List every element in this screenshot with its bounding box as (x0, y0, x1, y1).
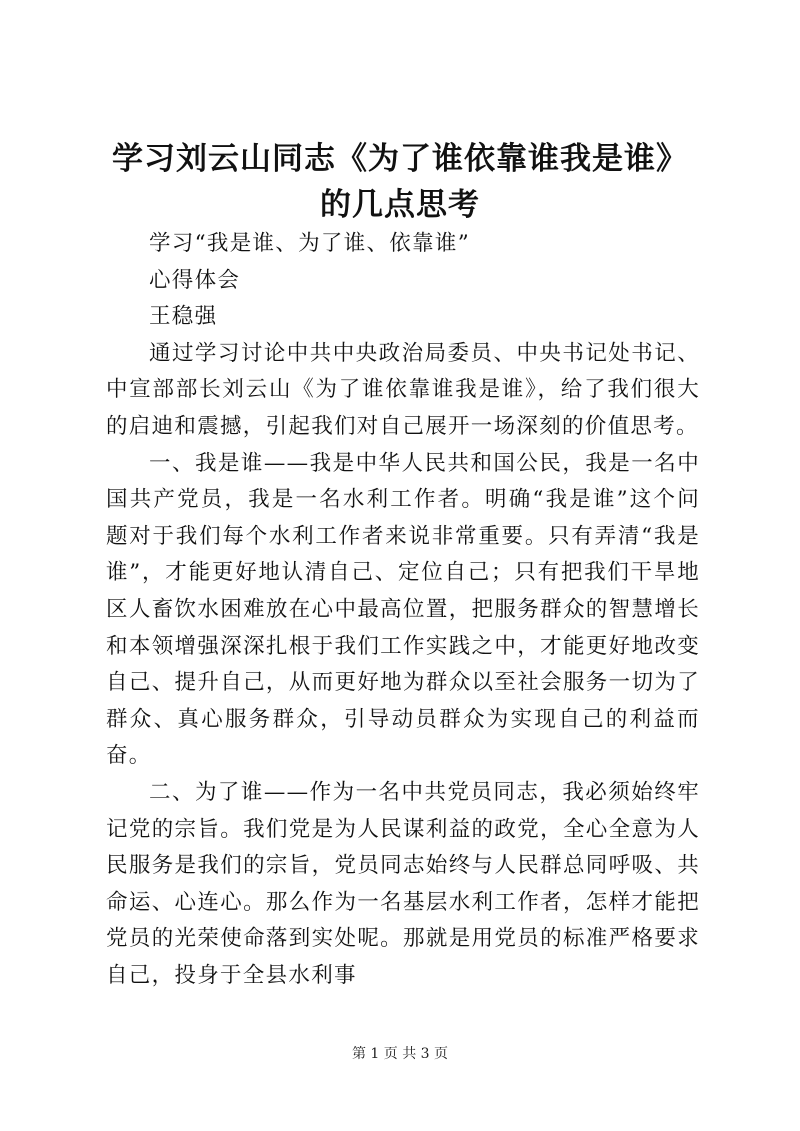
document-title: 学习刘云山同志《为了谁依靠谁我是谁》的几点思考 (112, 141, 688, 223)
intro-paragraph: 通过学习讨论中共中央政治局委员、中央书记处书记、中宣部部长刘云山《为了谁依靠谁我是谁》，给了我们很大的启迪和震撼，引起我们对自己展开一场深刻的价值思考。 (106, 340, 700, 439)
subtitle-line-2: 心得体会 (149, 267, 241, 293)
section-one-paragraph: 一、我是谁——我是中华人民共和国公民，我是一名中国共产党员，我是一名水利工作者。明确“我是谁”这个问题对于我们每个水利工作者来说非常重要。只有弄清“我是谁”，才能更好地认清自己、定位自己；只有把我们干旱地区人畜饮水困难放在心中最高位置，把服务群众的智慧增长和本领增强深深扎根于我们工作实践之中，才能更好地改变自己、提升自己，从而更好地为群众以至社会服务一切为了群众、真心服务群众，引导动员群众为实现自己的利益而奋。 (106, 450, 700, 769)
document-body (106, 226, 700, 994)
page-number-footer: 第 1 页 共 3 页 (351, 1046, 449, 1062)
section-two-paragraph: 二、为了谁——作为一名中共党员同志，我必须始终牢记党的宗旨。我们党是为人民谋利益的政党，全心全意为人民服务是我们的宗旨，党员同志始终与人民群总同呼吸、共命运、心连心。那么作为一名基层水利工作者，怎样才能把党员的光荣使命落到实处呢。那就是用党员的标准严格要求自己，投身于全县水利事 (106, 779, 700, 988)
author-name: 王稳强 (149, 304, 218, 330)
subtitle-line: 学习“我是谁、为了谁、依靠谁” (149, 231, 470, 256)
